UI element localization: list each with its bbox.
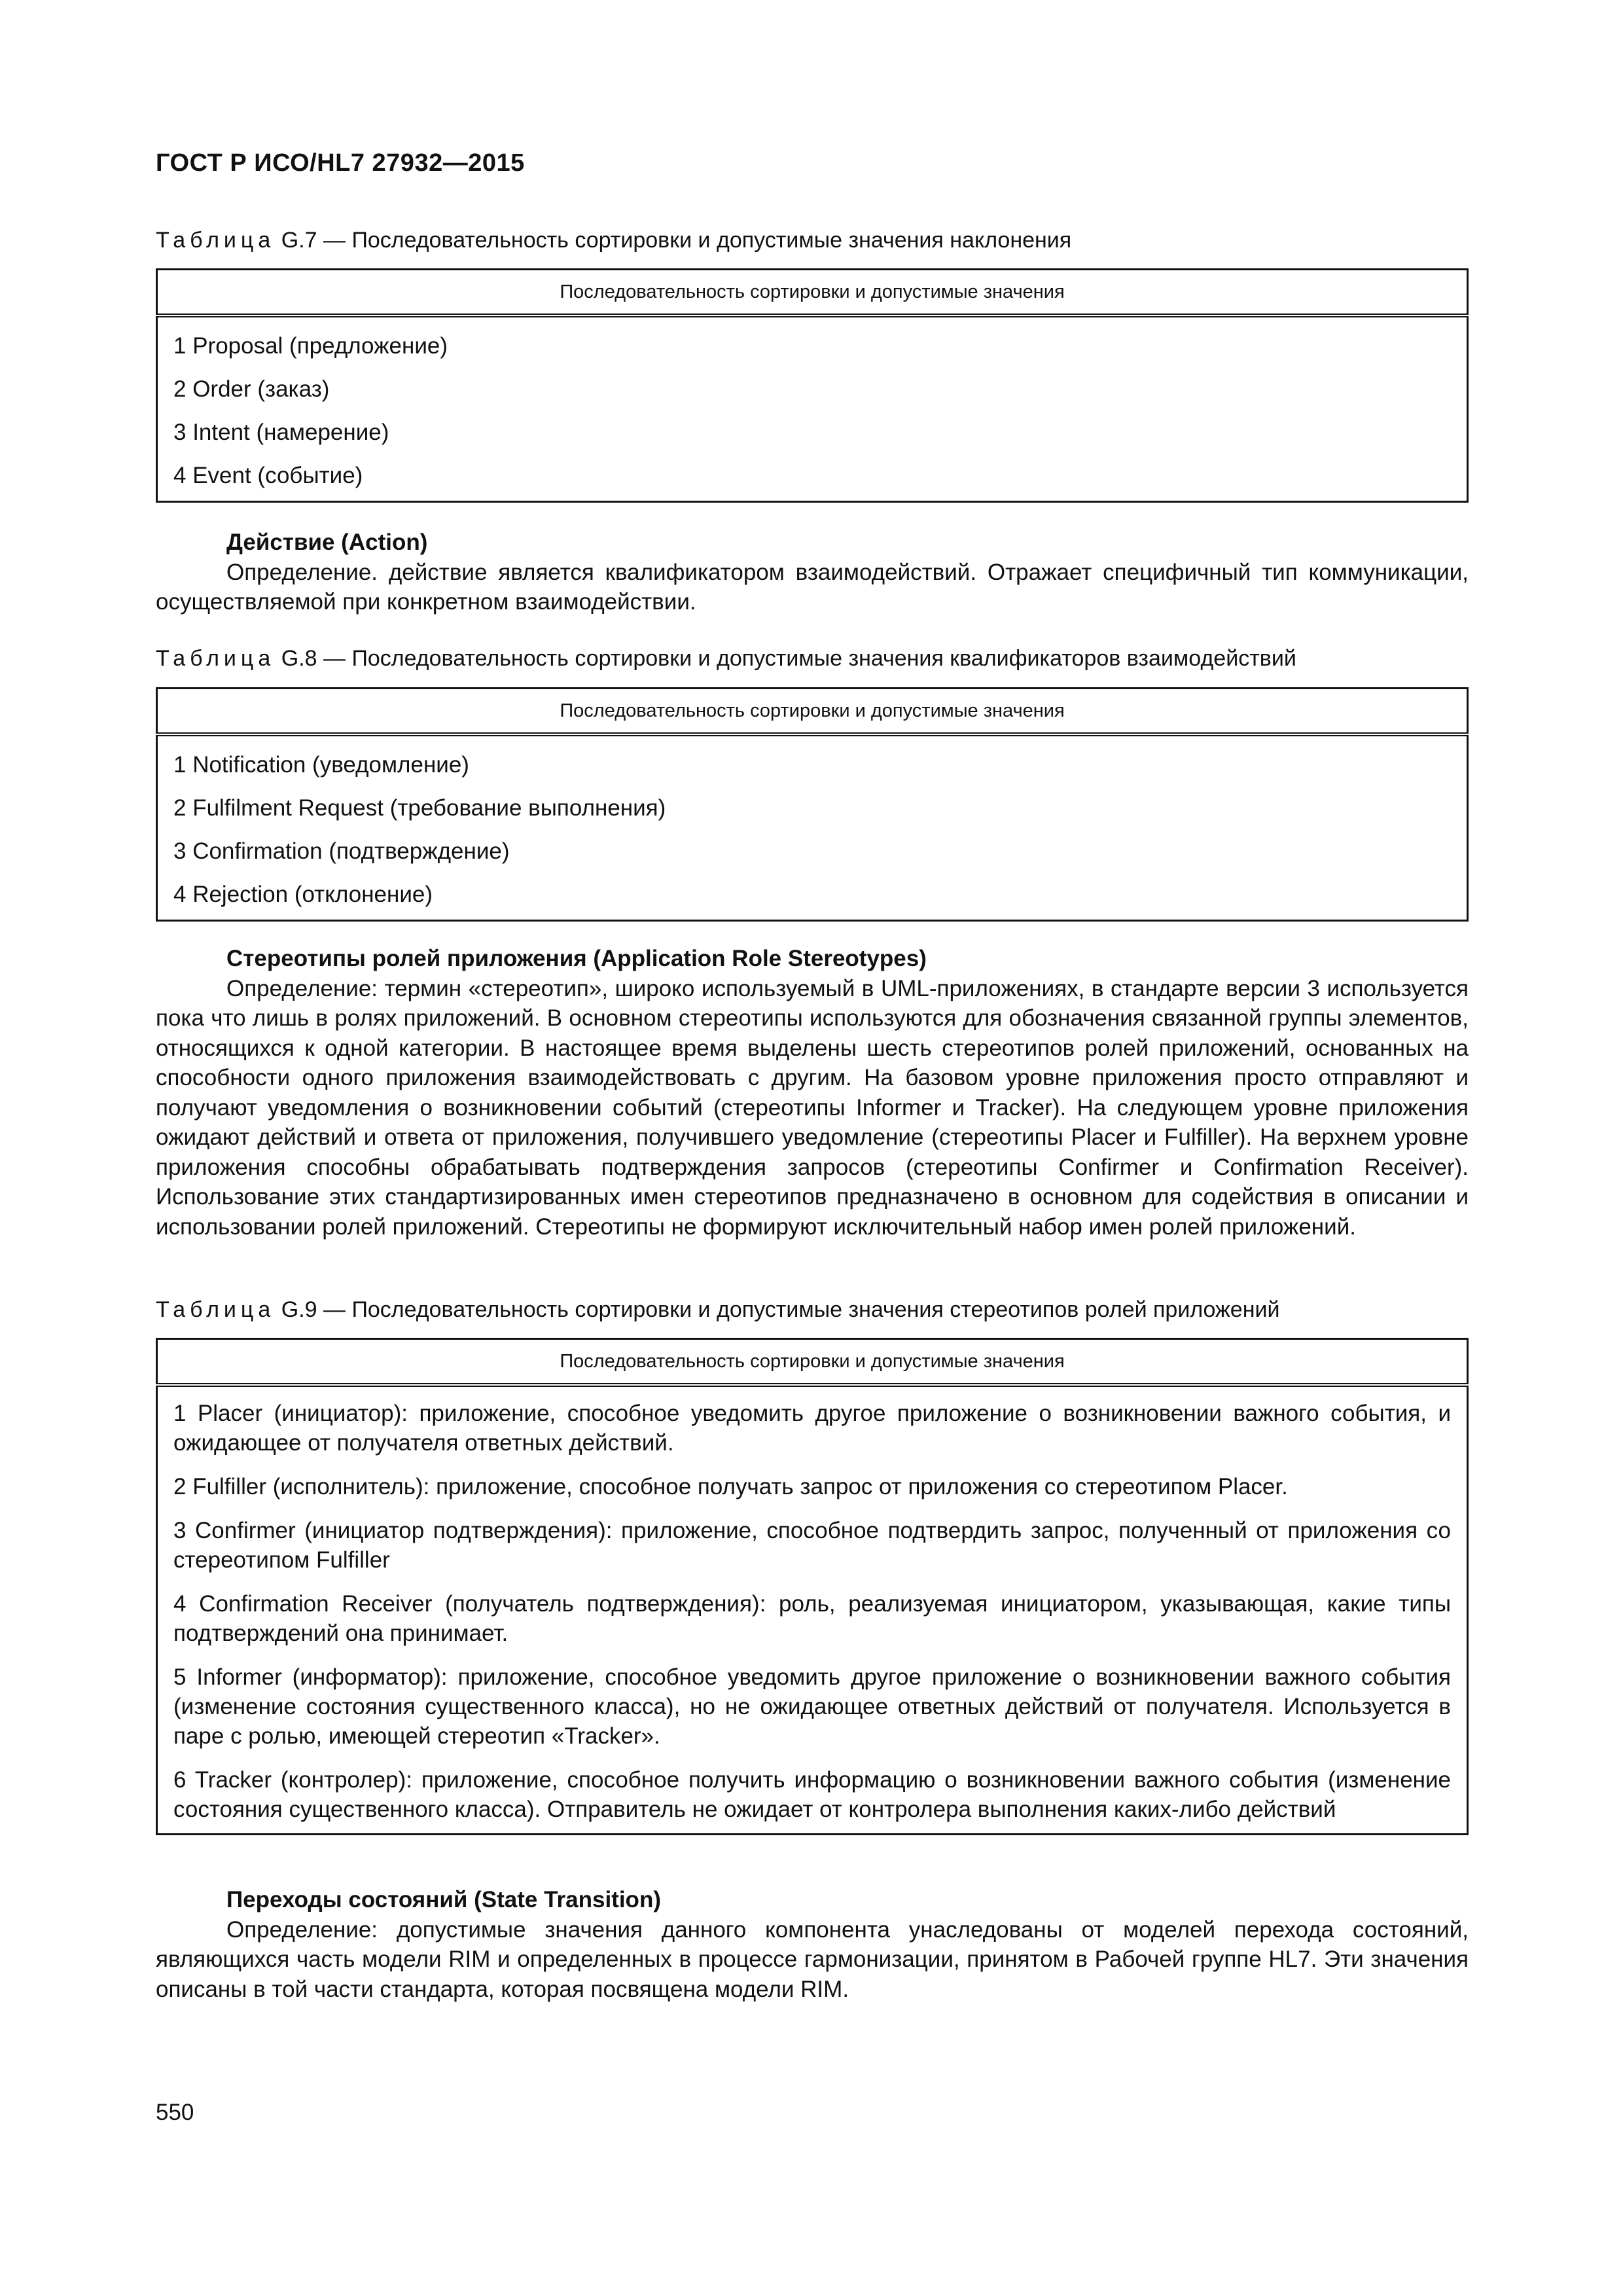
table-row: 1 Placer (инициатор): приложение, способное уведомить другое приложение о возникновении важного события, и ожидающее от получателя ответных действий. xyxy=(173,1401,1451,1456)
caption-text: G.9 — Последовательность сортировки и допустимые значения стереотипов ролей приложений xyxy=(275,1297,1280,1322)
table-row: 2 Order (заказ) xyxy=(173,376,330,402)
table-row: 3 Intent (намерение) xyxy=(173,419,389,445)
caption-text: G.8 — Последовательность сортировки и допустимые значения квалификаторов взаимодействий xyxy=(275,646,1296,671)
section-heading: Переходы состояний (State Transition) xyxy=(226,1887,661,1912)
table-g7 xyxy=(156,268,1469,503)
table-row: 3 Confirmer (инициатор подтверждения): приложение, способное подтвердить запрос, полученный от приложения со стереотипом Fulfiller xyxy=(173,1518,1451,1573)
caption-word: Таблица xyxy=(156,228,276,253)
document-code: ГОСТ Р ИСО/HL7 27932—2015 xyxy=(156,149,525,177)
table-row: 4 Event (событие) xyxy=(173,462,363,488)
table-row: 6 Tracker (контролер): приложение, способное получить информацию о возникновении важного события (изменение состояния существенного класса). Отправитель не ожидает от контролера выполнения каких-либо действий xyxy=(173,1767,1451,1822)
table-g9 xyxy=(156,1338,1469,1835)
table-row: 4 Rejection (отклонение) xyxy=(173,881,433,907)
table-caption-g7 xyxy=(156,228,1071,253)
section-body: Определение: термин «стереотип», широко используемый в UML-приложениях, в стандарте версии 3 используется пока что лишь в ролях приложений. В основном стереотипы используются для обозначения связанной группы элементов, относящихся к одной категории. В настоящее время выделены шесть стереотипов ролей приложений, основанных на способности одного приложения взаимодействовать с другим. На базовом уровне приложения просто отправляют и получают уведомления о возникновении событий (стереотипы Informer и Tracker). На следующем уровне приложения ожидают действий и ответа от приложения, получившего уведомление (стереотипы Placer и Fulfiller). На верхнем уровне приложения способны обрабатывать подтверждения запросов (стереотипы Confirmer и Confirmation Receiver). Использование этих стандартизированных имен стереотипов предназначено в основном для содействия в описании и использовании ролей приложений. Стереотипы не формируют исключительный набор имен ролей приложений. xyxy=(156,975,1469,1240)
section-body: Определение: допустимые значения данного компонента унаследованы от моделей перехода состояний, являющихся часть модели RIM и определенных в процессе гармонизации, принятом в Рабочей группе HL7. Эти значения описаны в той части стандарта, которая посвящена модели RIM. xyxy=(156,1916,1469,2002)
table-row: 1 Proposal (предложение) xyxy=(173,332,448,359)
page-number: 550 xyxy=(156,2100,194,2125)
table-row: 4 Confirmation Receiver (получатель подтверждения): роль, реализуемая инициатором, указывающая, какие типы подтверждений она принимает. xyxy=(173,1591,1451,1646)
section-heading: Стереотипы ролей приложения (Application Role Stereotypes) xyxy=(226,946,927,971)
caption-text: G.7 — Последовательность сортировки и допустимые значения наклонения xyxy=(275,228,1072,253)
section-state-transition xyxy=(156,1885,1469,2004)
section-application-role-stereotypes xyxy=(156,944,1469,1242)
table-column-header: Последовательность сортировки и допустимые значения xyxy=(157,689,1468,735)
table-row: 3 Confirmation (подтверждение) xyxy=(173,838,510,864)
table-row: 2 Fulfilment Request (требование выполнения) xyxy=(173,795,666,821)
table-g8 xyxy=(156,687,1469,922)
table-column-header: Последовательность сортировки и допустимые значения xyxy=(157,1339,1468,1386)
section-heading: Действие (Action) xyxy=(226,529,428,555)
caption-word: Таблица xyxy=(156,1297,276,1322)
table-caption-g8 xyxy=(156,646,1296,672)
table-row: 2 Fulfiller (исполнитель): приложение, способное получать запрос от приложения со стереотипом Placer. xyxy=(173,1474,1288,1499)
caption-word: Таблица xyxy=(156,646,276,671)
section-action xyxy=(156,528,1469,617)
table-row: 5 Informer (информатор): приложение, способное уведомить другое приложение о возникновении важного события (изменение состояния существенного класса), но не ожидающее ответных действий от получателя. Используется в паре с ролью, имеющей стереотип «Tracker». xyxy=(173,1664,1451,1749)
table-caption-g9 xyxy=(156,1297,1279,1323)
table-row: 1 Notification (уведомление) xyxy=(173,751,469,778)
table-column-header: Последовательность сортировки и допустимые значения xyxy=(157,270,1468,316)
section-body: Определение. действие является квалификатором взаимодействий. Отражает специфичный тип коммуникации, осуществляемой при конкретном взаимодействии. xyxy=(156,559,1469,615)
